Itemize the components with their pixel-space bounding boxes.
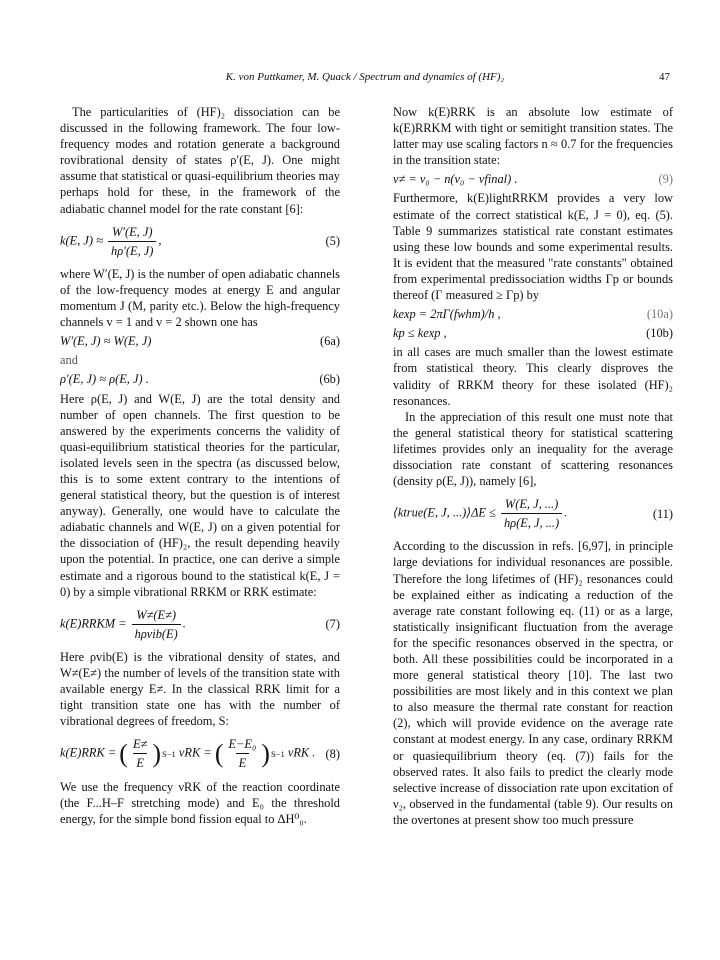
eq10a-number: (10a) [646, 307, 673, 322]
eq8-frac1-denominator: E [133, 753, 147, 771]
eq7-fraction [132, 607, 181, 642]
eq11-tail: . [564, 505, 568, 520]
paragraph-inequality: In the appreciation of this result one must note that the general statistical theory for statistical scattering lifetimes provides only an inequality for the average dissociation rate constant of scattering resonances (density ρ(E, J)), namely [6], [393, 409, 673, 489]
eq6b-expression: ρ′(E, J) ≈ ρ(E, J) . [60, 372, 149, 387]
equation-11 [393, 496, 673, 531]
eq7-lhs: k(E)RRKM = [60, 616, 127, 631]
eq6b-number: (6b) [319, 372, 340, 387]
eq9-number: (9) [658, 172, 673, 187]
eq9-expression: ν≠ = ν₀ − n(ν₀ − νfinal) . [393, 172, 518, 187]
eq8-bracket-2: ( $\frac{\text{E−E₀}}{E}$ ) S−1 [214, 737, 285, 771]
equation-6a [60, 333, 340, 349]
eq8-number: (8) [325, 746, 340, 761]
eq8-bracket-1: ( $\frac{E\ne}{E}$ ) S−1 [119, 737, 176, 771]
paragraph-low-bound: Furthermore, k(E)lightRRKM provides a very low estimate of the correct statistical k(E, J = 0), eq. (5). Table 9 summarizes statistical rate constant estimates using these low bounds and some experimental results. It is evident that the measured "rate constants" obtained from experimental predissociation widths Γp or bounds thereof (Γ measured ≥ Γp) by [393, 191, 673, 303]
page-header [60, 71, 670, 87]
right-column [393, 104, 673, 828]
left-column [60, 104, 340, 827]
eq8-mid: νRK = [178, 745, 212, 760]
eq7-number: (7) [325, 617, 340, 632]
eq11-number: (11) [652, 506, 673, 521]
eq10a-expression: kexp = 2πΓ(fwhm)/h , [393, 307, 501, 322]
eq5-lhs: k(E, J) ≈ [60, 233, 103, 248]
eq5-tail: , [158, 233, 162, 248]
and-connector: and [60, 353, 78, 368]
eq5-numerator: W′(E, J) [111, 224, 153, 239]
eq10b-number: (10b) [646, 326, 673, 341]
paragraph-reaction-coordinate: We use the frequency νRK of the reaction coordinate (the F...H–F stretching mode) and E₀ the threshold energy, for the simple bond fission equal to ΔH⁰₀. [60, 779, 340, 826]
eq8-exponent-2: S−1 [270, 748, 285, 759]
eq8-lhs: k(E)RRK = [60, 745, 117, 760]
eq6a-number: (6a) [320, 334, 340, 349]
paragraph-rrk-estimate: Now k(E)RRK is an absolute low estimate of k(E)RRKM with tight or semitight transition states. The latter may use scaling factors n ≈ 0.7 for the frequencies in the transition state: [393, 105, 673, 168]
eq10b-expression: kp ≤ kexp , [393, 326, 447, 341]
eq8-exponent-1: S−1 [162, 748, 176, 759]
equation-6b [60, 371, 340, 387]
eq6a-expression: W′(E, J) ≈ W(E, J) [60, 334, 152, 349]
eq11-denominator: hρ(E, J, ...) [501, 513, 562, 531]
running-title: K. von Puttkamer, M. Quack / Spectrum and dynamics of (HF)₂ [225, 71, 505, 83]
paragraph-density-of-states: Here ρvib(E) is the vibrational density of states, and W≠(E≠) the number of levels of the transition state with available energy E≠. In the classical RRK limit for a tight transition state one has with the number of vibrational degrees of freedom, S: [60, 649, 340, 729]
equation-8 [60, 736, 340, 771]
equation-7 [60, 607, 340, 642]
eq8-tail: νRK . [287, 745, 316, 760]
eq11-numerator: W(E, J, ...) [504, 497, 559, 512]
eq11-lhs: ⟨ktrue(E, J, ...)⟩ΔE ≤ [393, 505, 496, 520]
eq7-denominator: hρvib(E) [132, 624, 181, 642]
equation-10a [393, 306, 673, 322]
eq5-fraction [108, 224, 156, 259]
equation-5 [60, 224, 340, 259]
eq8-frac2-numerator: E−E₀ [228, 737, 257, 752]
paragraph-statistical-theory: Here ρ(E, J) and W(E, J) are the total density and number of open channels. The first question to be answered by the experiments concerns the validity of quasi-equilibrium statistical theories for the particular, isolated levels seen in the spectra (as discussed below, this is to some extent contrary to the intentions of general statistical theory, but the question is of interest anyway). Generally, one would have to calculate the adiabatic channels and W(E, J) on a given potential for the dissociation of (HF)₂, the result depending heavily upon the potential. In practice, one can derive a simple estimate and a rigorous bound to the statistical k(E, J = 0) by a simple vibrational RRKM or RRK estimate: [60, 391, 340, 599]
eq5-number: (5) [325, 234, 340, 249]
eq5-denominator: hρ′(E, J) [108, 241, 156, 259]
eq8-frac1-numerator: E≠ [132, 737, 148, 752]
eq11-fraction [501, 496, 562, 531]
paragraph-discussion: According to the discussion in refs. [6,97], in principle large deviations for individual resonances are possible. Therefore the long lifetimes of (HF)₂ resonances could be explained either as indicating a reduction of the average rate constant following eq. (11) or as a large, statistically insignificant fluctuation from the average for the specific resonances observed in the spectra, or both. All these possibilities could be incorporated in a more general statistical theory [10]. The last two possibilities are most likely and in this context we plan to also measure the thermal rate constant for reaction (2), which will provide evidence on the average rate constant at modest energy. In any case, ordinary RRKM or quasiequilibrium theory (eq. (7)) fails for the observed rates. It also fails to predict the clearly mode selective increase of dissociation rate upon excitation of ν₂, observed in the fundamental (table 9). Our results on the overtones at present show too much pressure [393, 539, 673, 827]
paragraph-intro: The particularities of (HF)₂ dissociation can be discussed in the following framework. The four low-frequency modes and rotation generate a background rovibrational density of states ρ′(E, J). One might assume that statistical or quasi-equilibrium theories may perhaps hold for these, in the framework of the adiabatic channel model for the rate constant [6]: [60, 105, 340, 216]
equation-9 [393, 171, 673, 187]
paragraph-rrkm-disproved: in all cases are much smaller than the lowest estimate from statistical theory. This clearly disproves the validity of RRKM theory for these isolated (HF)₂ resonances. [393, 345, 673, 408]
paragraph-open-channels: where W′(E, J) is the number of open adiabatic channels of the low-frequency modes at energy E and angular momentum J (M, parity etc.). Below the high-frequency channels v = 1 and v = 2 shown one has [60, 266, 340, 330]
eq7-numerator: W≠(E≠) [136, 607, 177, 622]
eq7-tail: . [182, 616, 186, 631]
page-number: 47 [659, 71, 670, 83]
eq8-frac2-denominator: E [236, 753, 250, 771]
equation-10b [393, 325, 673, 341]
